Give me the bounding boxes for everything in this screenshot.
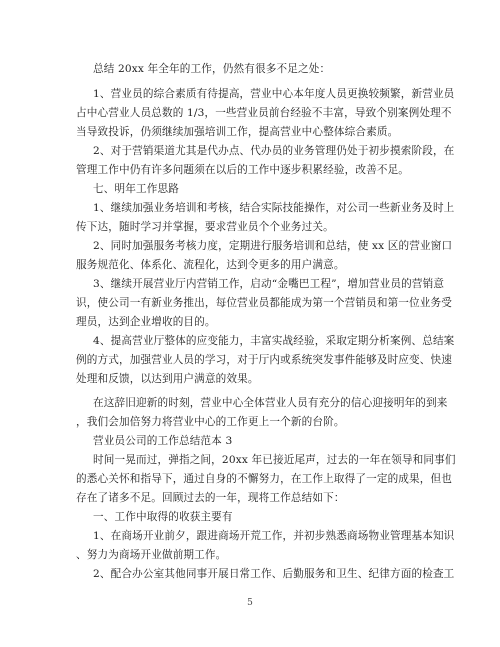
page-number: 5 [247,598,253,608]
text-line: 2、对于营销渠道尤其是代办点、代办员的业务管理仍处于初步摸索阶段，在 [93,145,455,157]
text-line: 的悉心关怀和指导下，通过自身的不懈努力，在工作上取得了一定的成果，但也 [76,473,453,485]
text-line: 总结 20xx 年全年的工作，仍然有很多不足之处： [93,63,331,75]
text-line: 当导致投诉，仍须继续加强培训工作，提高营业中心整体综合素质。 [76,126,399,138]
text-line: 存在了诸多不足。回顾过去的一年，现将工作总结如下： [76,492,345,504]
text-line: 4、提高营业厅整体的应变能力，丰富实战经验，采取定期分析案例、总结案 [93,335,455,347]
text-line: 传下达，随时学习并掌握，要求营业员个个业务过关。 [76,221,334,233]
text-line: 3、继续开展营业厅内营销工作，启动“金嘴巴工程”，增加营业员的营销意 [93,278,445,290]
text-line: 2、配合办公室其他同事开展日常工作、后勤服务和卫生、纪律方面的检查工 [93,568,455,580]
text-line: 识，使公司一有新业务推出，每位营业员都能成为第一个营销员和第一位业务受 [76,297,453,309]
text-line: 例的方式，加强营业人员的学习，对于厅内或系统突发事件能够及时应变、快速 [76,354,453,366]
text-line: 理员，达到企业增收的目的。 [76,316,216,328]
text-line: 1、继续加强业务培训和考核，结合实际技能操作，对公司一些新业务及时上 [93,202,455,214]
text-line: 占中心营业人员总数的 1/3，一些营业员前台经验不丰富，导致个别案例处理不 [76,107,452,119]
text-line: 2、同时加强服务考核力度，定期进行服务培训和总结，使 xx 区的营业窗口 [93,240,453,252]
section-heading: 营业员公司的工作总结范本 3 [93,435,233,447]
section-heading: 一、工作中取得的收获主要有 [93,511,233,523]
section-heading: 七、明年工作思路 [93,183,179,195]
text-line: ，我们会加倍努力将营业中心的工作更上一个新的台阶。 [76,416,345,428]
text-line: 服务规范化、体系化、流程化，达到令更多的用户满意。 [76,259,345,271]
text-line: 1、营业员的综合素质有待提高，营业中心本年度人员更换较频繁，新营业员 [93,88,455,100]
text-line: 、努力为商场开业做前期工作。 [76,549,227,561]
text-line: 1、在商场开业前夕，跟进商场开荒工作，并初步熟悉商场物业管理基本知识 [93,530,455,542]
text-line: 在这辞旧迎新的时刻，营业中心全体营业人员有充分的信心迎接明年的到来 [93,397,448,409]
text-line: 处理和反馈，以达到用户满意的效果。 [76,373,259,385]
text-line: 时间一晃而过，弹指之间，20xx 年已接近尾声，过去的一年在领导和同事们 [93,454,456,466]
text-line: 管理工作中仍有许多问题须在以后的工作中逐步积累经验，改善不足。 [76,164,410,176]
